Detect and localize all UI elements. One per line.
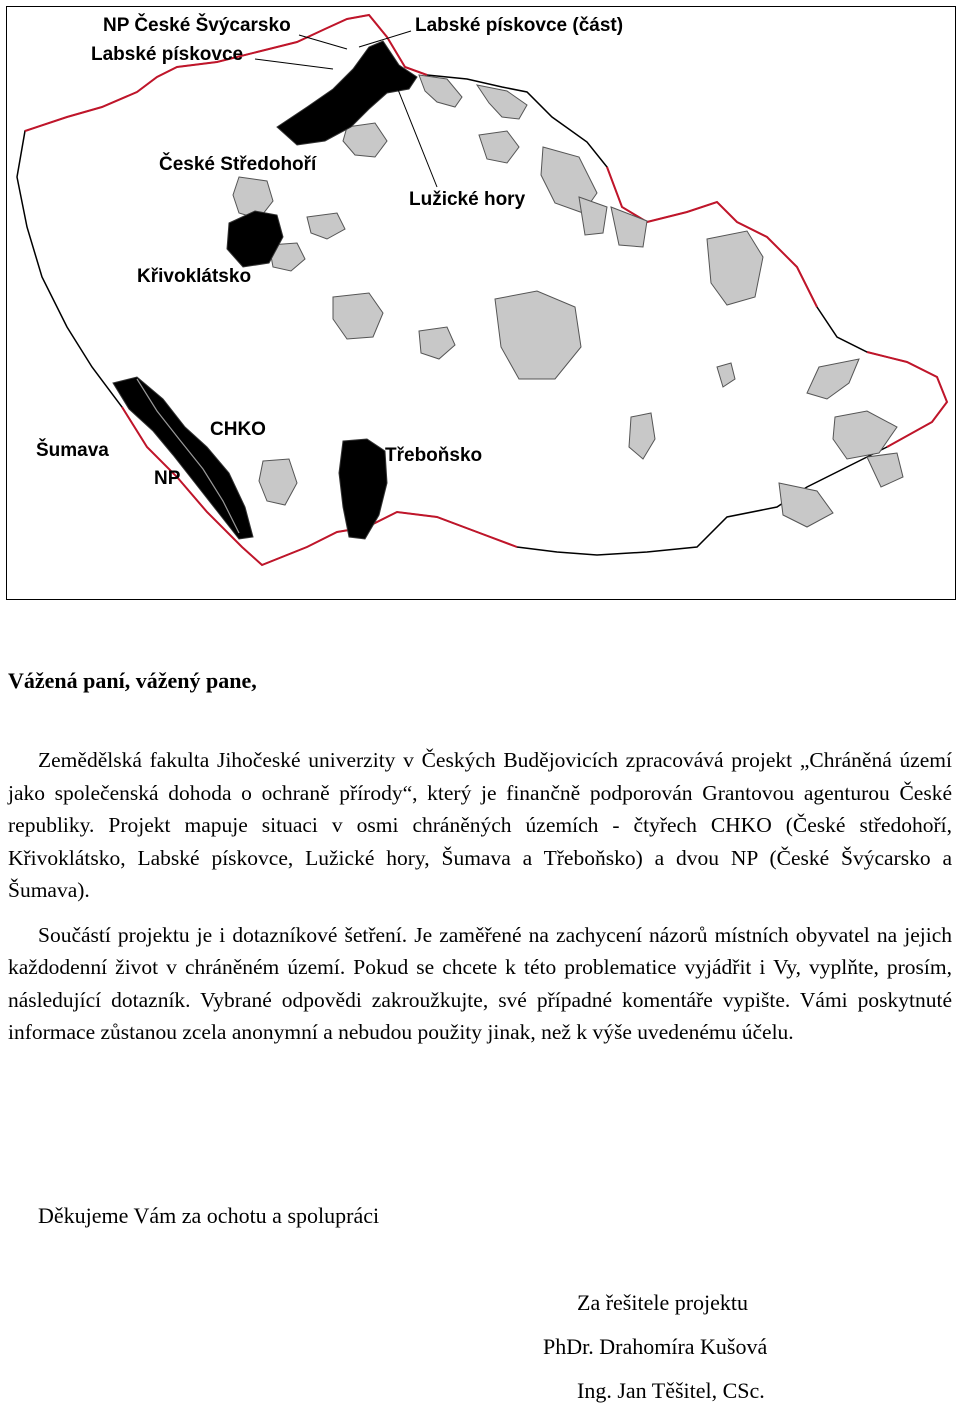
label-trebonsko: Třeboňsko xyxy=(385,445,483,466)
letter-paragraph-2: Součástí projektu je i dotazníkové šetření. Je zaměřené na zachycení názorů místních obyvatel na jejich každodenní život v chráněném území. Pokud se chcete k této problematice vyjádřit i Vy, vyplňte, prosím, následující dotazník. Vybrané odpovědi zakroužkujte, své případné komentáře vypište. Vámi poskytnuté informace zůstanou zcela anonymní a nebudou použity jinak, než k výše uvedenému účelu. xyxy=(8,922,952,1044)
area-grey xyxy=(867,453,903,487)
letter-paragraph-1: Zemědělská fakulta Jihočeské univerzity v Českých Budějovicích zpracovává projekt „Chráněná území jako společenská dohoda o ochraně přírody“, který je finančně podporován Grantovou agenturou České republiky. Projekt mapuje situaci v osmi chráněných územích - čtyřech CHKO (České středohoří, Křivoklátsko, Labské pískovce, Lužické hory, Šumava a Třeboňsko) a dvou NP (České Švýcarsko a Šumava). xyxy=(8,748,952,902)
letter-body xyxy=(8,744,952,1049)
label-np-ceske-svycarsko: NP České Švýcarsko xyxy=(103,15,291,36)
area-grey xyxy=(779,483,833,527)
label-luzicke-hory: Lužické hory xyxy=(409,189,526,210)
label-labske-piskovce-cast: Labské pískovce (část) xyxy=(415,15,624,36)
czech-protected-areas-map xyxy=(6,6,956,600)
label-np: NP xyxy=(154,468,181,489)
signature-line-1: Za řešitele projektu xyxy=(577,1290,749,1315)
label-sumava: Šumava xyxy=(36,440,109,461)
letter-thanks: Děkujeme Vám za ochotu a spolupráci xyxy=(38,1203,380,1228)
map-graphic xyxy=(7,7,955,599)
label-chko: CHKO xyxy=(210,419,266,440)
label-krivoklatsko: Křivoklátsko xyxy=(137,266,252,287)
area-black-trebonsko xyxy=(339,439,387,539)
label-labske-piskovce: Labské pískovce xyxy=(91,44,244,65)
letter-greeting: Vážená paní, vážený pane, xyxy=(8,668,257,693)
label-ceske-stredohori: České Středohoří xyxy=(159,154,317,175)
signature-name-1: PhDr. Drahomíra Kušová xyxy=(543,1334,768,1359)
signature-name-2: Ing. Jan Těšitel, CSc. xyxy=(577,1378,765,1403)
